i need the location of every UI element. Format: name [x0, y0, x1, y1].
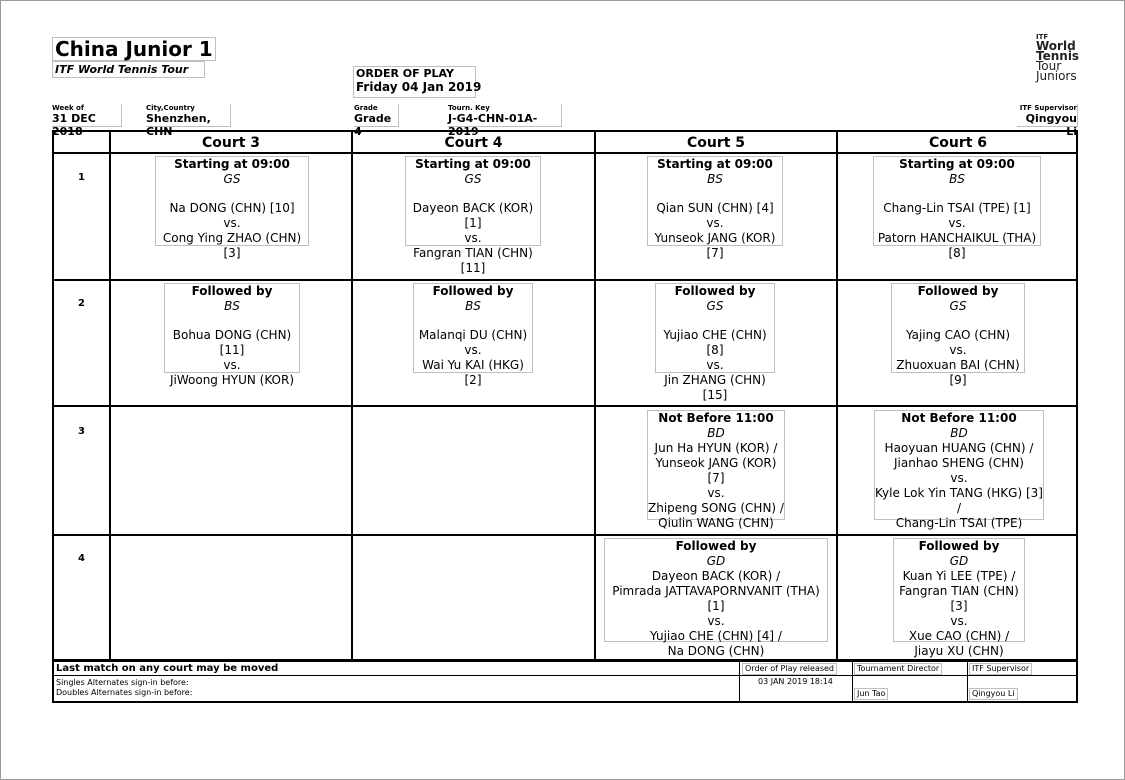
supervisor-field: [1017, 104, 1078, 138]
team-1-player-b: Pimrada JATTAVAPORNVANIT (THA) [1]: [612, 584, 820, 613]
week-of-field: [52, 104, 122, 138]
match-card[interactable]: [874, 410, 1044, 530]
player-2: Wai Yu KAI (HKG) [2]: [422, 358, 524, 387]
versus: vs.: [706, 216, 724, 230]
versus: vs.: [950, 614, 968, 628]
team-2-player-b: Chang-Lin TSAI (TPE): [895, 516, 1023, 530]
player-1: Yujiao CHE (CHN) [8]: [663, 328, 767, 357]
schedule-grid: [52, 130, 1078, 661]
match-start: Followed by: [918, 539, 1000, 553]
footer-supervisor-label: ITF Supervisor: [969, 663, 1032, 675]
team-1-player-a: Dayeon BACK (KOR) /: [651, 569, 781, 583]
team-1-player-a: Haoyuan HUANG (CHN) /: [884, 441, 1034, 455]
doubles-alternates: Doubles Alternates sign-in before:: [56, 688, 193, 697]
match-card[interactable]: [155, 156, 309, 260]
grade-field: [354, 104, 399, 138]
singles-alternates: Singles Alternates sign-in before:: [56, 678, 189, 687]
released-time: 03 JAN 2019 18:14: [758, 677, 833, 686]
team-2-player-b: Jiayu XU (CHN): [914, 644, 1004, 658]
grid-divider: [351, 132, 353, 659]
tourn-key-field: [448, 104, 562, 138]
team-2-player-a: Yujiao CHE (CHN) [4] /: [650, 629, 782, 643]
grid-divider: [594, 132, 596, 659]
player-1: Yajing CAO (CHN): [905, 328, 1011, 342]
team-1-player-b: Fangran TIAN (CHN) [3]: [899, 584, 1019, 613]
tournament-name: China Junior 1: [52, 37, 216, 61]
team-1-player-a: Jun Ha HYUN (KOR) /: [654, 441, 778, 455]
match-event: BD: [707, 426, 725, 440]
round-number: 1: [78, 172, 85, 183]
match-start: Starting at 09:00: [415, 157, 531, 171]
team-2-player-b: Na DONG (CHN): [667, 644, 765, 658]
versus: vs.: [948, 216, 966, 230]
player-2: Zhuoxuan BAI (CHN) [9]: [896, 358, 1020, 387]
versus: vs.: [949, 343, 967, 357]
grid-divider: [54, 405, 1076, 407]
footer-supervisor-name: Qingyou Li: [969, 688, 1018, 700]
team-2-player-a: Kyle Lok Yin TANG (HKG) [3] /: [875, 486, 1043, 515]
match-event: GS: [223, 172, 241, 186]
player-1: Chang-Lin TSAI (TPE) [1]: [883, 201, 1031, 215]
logo-text-juniors: Juniors: [1036, 69, 1077, 83]
match-event: BS: [949, 172, 965, 186]
grade-label: Grade: [354, 104, 378, 112]
week-of-value: 31 DEC 2018: [52, 112, 96, 138]
match-event: GD: [949, 554, 969, 568]
match-event: GD: [706, 554, 726, 568]
city-field: [146, 104, 231, 138]
match-start: Followed by: [191, 284, 273, 298]
grid-divider: [54, 279, 1076, 281]
versus: vs.: [706, 358, 724, 372]
team-2-player-b: Qiulin WANG (CHN): [658, 516, 774, 530]
tournament-subtitle: ITF World Tennis Tour: [52, 61, 205, 78]
match-start: Starting at 09:00: [657, 157, 773, 171]
tourn-key-label: Tourn. Key: [448, 104, 490, 112]
grid-divider: [836, 132, 838, 659]
match-event: BS: [224, 299, 240, 313]
versus: vs.: [707, 614, 725, 628]
match-card[interactable]: [891, 283, 1025, 387]
match-start: Not Before 11:00: [901, 411, 1017, 425]
supervisor-label: ITF Supervisor: [1019, 104, 1077, 112]
player-2: Cong Ying ZHAO (CHN) [3]: [162, 231, 302, 260]
player-2: Jin ZHANG (CHN) [15]: [664, 373, 766, 402]
tourn-key-value: J-G4-CHN-01A-2019: [448, 112, 538, 138]
match-start: Followed by: [432, 284, 514, 298]
match-event: GS: [706, 299, 724, 313]
player-1: Bohua DONG (CHN) [11]: [172, 328, 292, 357]
grid-divider: [54, 152, 1076, 154]
versus: vs.: [464, 343, 482, 357]
city-value: Shenzhen, CHN: [146, 112, 211, 138]
court-header: Court 5: [686, 135, 746, 151]
player-2: Yunseok JANG (KOR) [7]: [654, 231, 776, 260]
logo-text-tour: Tour: [1036, 59, 1062, 73]
team-1-player-b: Jianhao SHENG (CHN): [893, 456, 1024, 470]
versus: vs.: [223, 216, 241, 230]
player-1: Qian SUN (CHN) [4]: [656, 201, 774, 215]
logo-text-world: World: [1036, 39, 1076, 53]
match-card[interactable]: [647, 156, 783, 260]
match-card[interactable]: [164, 283, 300, 387]
footer: [52, 661, 1078, 703]
play-date: Friday 04 Jan 2019: [356, 80, 482, 94]
itf-logo: [1036, 33, 1079, 81]
round-number: 3: [78, 426, 85, 437]
court-header: Court 3: [201, 135, 261, 151]
match-card[interactable]: [405, 156, 541, 275]
court-header: Court 4: [444, 135, 503, 151]
match-start: Followed by: [675, 539, 757, 553]
match-event: BS: [707, 172, 723, 186]
director-label: Tournament Director: [854, 663, 942, 675]
player-2: Fangran TIAN (CHN) [11]: [413, 246, 533, 275]
versus: vs.: [707, 486, 725, 500]
round-number: 2: [78, 298, 85, 309]
match-start: Starting at 09:00: [174, 157, 290, 171]
city-label: City,Country: [146, 104, 195, 112]
match-event: BS: [465, 299, 481, 313]
order-of-play-title: ORDER OF PLAY: [356, 67, 454, 80]
match-card[interactable]: [604, 538, 828, 658]
match-card[interactable]: [655, 283, 775, 402]
released-label: Order of Play released: [742, 663, 837, 675]
supervisor-value: Qingyou Li: [1025, 112, 1077, 138]
match-card[interactable]: [873, 156, 1041, 260]
versus: vs.: [464, 231, 482, 245]
player-2: Patorn HANCHAIKUL (THA) [8]: [877, 231, 1037, 260]
round-number: 4: [78, 553, 85, 564]
match-card[interactable]: [893, 538, 1025, 658]
player-1: Malanqi DU (CHN): [418, 328, 528, 342]
team-2-player-a: Xue CAO (CHN) /: [908, 629, 1010, 643]
week-of-label: Week of: [52, 104, 84, 112]
match-card[interactable]: [647, 410, 785, 530]
versus: vs.: [223, 358, 241, 372]
court-header: Court 6: [928, 135, 988, 151]
player-1: Na DONG (CHN) [10]: [169, 201, 295, 215]
logo-text-tennis: Tennis: [1036, 49, 1080, 63]
match-start: Starting at 09:00: [899, 157, 1015, 171]
match-event: GS: [464, 172, 482, 186]
team-2-player-a: Zhipeng SONG (CHN) /: [648, 501, 784, 515]
versus: vs.: [950, 471, 968, 485]
match-start: Not Before 11:00: [658, 411, 774, 425]
director-name: Jun Tao: [854, 688, 888, 700]
match-card[interactable]: [413, 283, 533, 387]
itf-logo-mark: ITF: [1036, 33, 1049, 41]
last-match-note: Last match on any court may be moved: [56, 663, 279, 674]
match-start: Followed by: [674, 284, 756, 298]
grid-divider: [109, 132, 111, 659]
player-1: Dayeon BACK (KOR) [1]: [412, 201, 534, 230]
match-start: Followed by: [917, 284, 999, 298]
team-1-player-a: Kuan Yi LEE (TPE) /: [902, 569, 1016, 583]
player-2: JiWoong HYUN (KOR): [169, 373, 295, 387]
grade-value: Grade 4: [354, 112, 392, 138]
match-event: GS: [949, 299, 967, 313]
match-event: BD: [950, 426, 968, 440]
grid-divider: [54, 534, 1076, 536]
team-1-player-b: Yunseok JANG (KOR) [7]: [655, 456, 777, 485]
